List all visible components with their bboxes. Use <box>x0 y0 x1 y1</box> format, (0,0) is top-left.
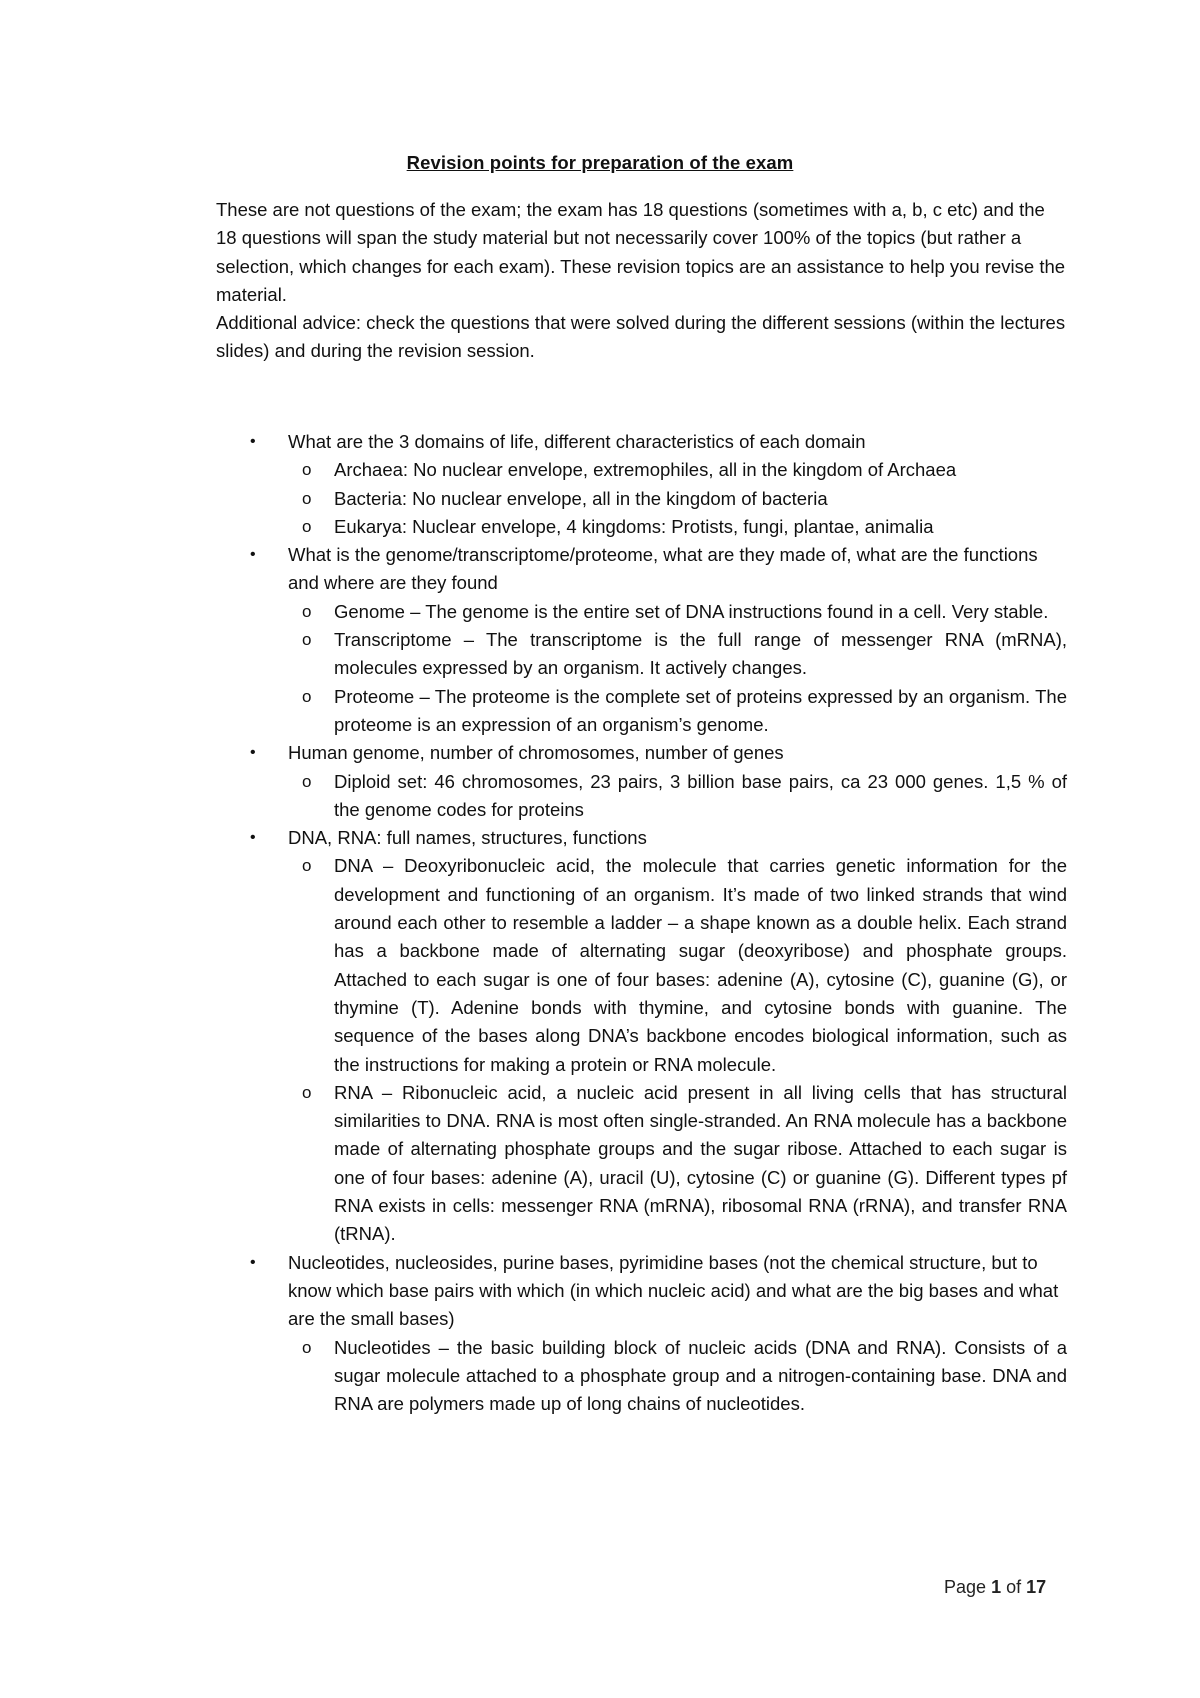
topic-item <box>216 541 1067 739</box>
subtopic-list <box>288 456 1067 541</box>
subtopic-text: DNA – Deoxyribonucleic acid, the molecule that carries genetic information for the development and functioning of an organism. It’s made of two linked strands that wind around each other to resemble a ladder – a shape known as a double helix. Each strand has a backbone made of alternating sugar (deoxyribose) and phosphate groups. Attached to each sugar is one of four bases: adenine (A), cytosine (C), guanine (G), or thymine (T). Adenine bonds with thymine, and cytosine bonds with guanine. The sequence of the bases along DNA’s backbone encodes biological information, such as the instructions for making a protein or RNA molecule. <box>334 855 1067 1075</box>
circle-bullet-icon: o <box>302 1082 312 1102</box>
subtopic-item <box>288 1334 1067 1419</box>
bullet-icon: • <box>250 433 256 450</box>
circle-bullet-icon: o <box>302 516 312 536</box>
subtopic-text: Archaea: No nuclear envelope, extremophiles, all in the kingdom of Archaea <box>334 459 957 481</box>
circle-bullet-icon: o <box>302 601 312 621</box>
topic-text: Human genome, number of chromosomes, number of genes <box>288 742 784 764</box>
subtopic-list <box>288 598 1067 739</box>
bullet-icon: • <box>250 546 256 564</box>
bullet-icon: • <box>250 744 256 762</box>
subtopic-text: Eukarya: Nuclear envelope, 4 kingdoms: Protists, fungi, plantae, animalia <box>334 515 934 537</box>
subtopic-text: Diploid set: 46 chromosomes, 23 pairs, 3 billion base pairs, ca 23 000 genes. 1,5 % of the genome codes for proteins <box>334 770 1067 820</box>
subtopic-item <box>288 852 1067 1078</box>
circle-bullet-icon: o <box>302 460 312 480</box>
topic-text: DNA, RNA: full names, structures, functions <box>288 827 647 849</box>
circle-bullet-icon: o <box>302 686 312 706</box>
topic-item <box>216 739 1067 824</box>
subtopic-item <box>288 768 1067 825</box>
topic-item <box>216 1249 1067 1419</box>
subtopic-item <box>288 598 1067 626</box>
topic-text: Nucleotides, nucleosides, purine bases, pyrimidine bases (not the chemical structure, but to know which base pairs with which (in which nucleic acid) and what are the big bases and what are the small bases) <box>288 1251 1059 1330</box>
subtopic-item <box>288 513 1067 541</box>
advice-paragraph: Additional advice: check the questions that were solved during the different sessions (within the lectures slides) and during the revision session. <box>216 312 1066 362</box>
circle-bullet-icon: o <box>302 488 312 508</box>
page-number: 1 <box>991 1577 1002 1597</box>
subtopic-text: Bacteria: No nuclear envelope, all in the kingdom of bacteria <box>334 487 828 509</box>
circle-bullet-icon: o <box>302 771 312 791</box>
page-word: Page <box>944 1577 987 1597</box>
bullet-icon: • <box>250 829 256 847</box>
intro-paragraph: These are not questions of the exam; the exam has 18 questions (sometimes with a, b, c etc) and the 18 questions will span the study material but not necessarily cover 100% of the topics (but rather a selection, which changes for each exam). These revision topics are an assistance to help you revise the material. <box>216 199 1066 305</box>
topic-text: What are the 3 domains of life, different characteristics of each domain <box>288 431 866 452</box>
bullet-icon: • <box>250 1253 256 1271</box>
subtopic-text: Nucleotides – the basic building block of nucleic acids (DNA and RNA). Consists of a sugar molecule attached to a phosphate group and a nitrogen-containing base. DNA and RNA are polymers made up of long chains of nucleotides. <box>334 1336 1067 1415</box>
topic-item <box>216 428 1067 541</box>
subtopic-list <box>288 1334 1067 1419</box>
intro-section <box>216 196 1067 366</box>
subtopic-text: Transcriptome – The transcriptome is the full range of messenger RNA (mRNA), molecules expressed by an organism. It actively changes. <box>334 629 1067 679</box>
subtopic-text: Genome – The genome is the entire set of DNA instructions found in a cell. Very stable. <box>334 600 1049 622</box>
page-footer <box>944 1577 1046 1598</box>
page-total: 17 <box>1026 1577 1047 1597</box>
subtopic-list <box>288 852 1067 1248</box>
subtopic-text: Proteome – The proteome is the complete set of proteins expressed by an organism. The proteome is an expression of an organism’s genome. <box>334 685 1067 735</box>
circle-bullet-icon: o <box>302 856 312 876</box>
subtopic-item <box>288 683 1067 740</box>
circle-bullet-icon: o <box>302 1337 312 1357</box>
subtopic-item <box>288 1079 1067 1249</box>
subtopic-item <box>288 626 1067 683</box>
circle-bullet-icon: o <box>302 630 312 650</box>
of-word: of <box>1006 1577 1022 1597</box>
topic-text: What is the genome/transcriptome/proteome, what are they made of, what are the functions and where are they found <box>288 544 1038 594</box>
topic-list <box>216 428 1067 1418</box>
subtopic-item <box>288 485 1067 513</box>
subtopic-list <box>288 768 1067 825</box>
page-title: Revision points for preparation of the exam <box>406 152 794 173</box>
topic-item <box>216 824 1067 1248</box>
subtopic-item <box>288 456 1067 484</box>
subtopic-text: RNA – Ribonucleic acid, a nucleic acid present in all living cells that has structural similarities to DNA. RNA is most often single-stranded. An RNA molecule has a backbone made of alternating phosphate groups and the sugar ribose. Attached to each sugar is one of four bases: adenine (A), uracil (U), cytosine (C) or guanine (G). Different types pf RNA exists in cells: messenger RNA (mRNA), ribosomal RNA (rRNA), and transfer RNA (tRNA). <box>334 1081 1067 1245</box>
